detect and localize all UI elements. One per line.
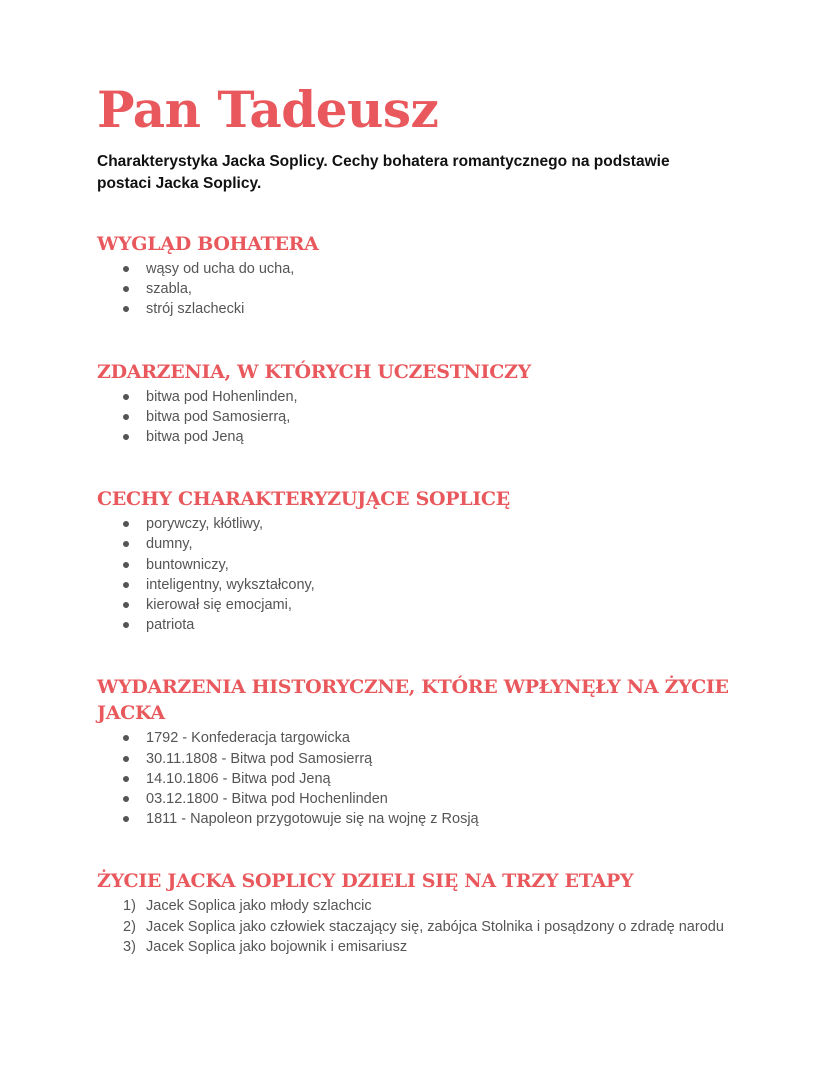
list-item-text: Jacek Soplica jako człowiek staczający się, zabójca Stolnika i posądzony o zdradę narodu <box>146 918 724 935</box>
document-page <box>97 78 737 957</box>
list-item <box>97 896 737 916</box>
list-item <box>97 789 737 809</box>
list-item <box>97 917 737 937</box>
list-item <box>97 615 737 635</box>
bullet-icon <box>123 434 129 440</box>
list-number: 2) <box>123 918 136 935</box>
list-item-text: 14.10.1806 - Bitwa pod Jeną <box>146 770 331 787</box>
section-heading-historical-events: WYDARZENIA HISTORYCZNE, KTÓRE WPŁYNĘŁY NA ŻYCIE JACKA <box>97 676 729 725</box>
list-item <box>97 749 737 769</box>
life-stages-list <box>97 896 737 957</box>
bullet-icon <box>123 796 129 802</box>
list-item <box>97 407 737 427</box>
bullet-icon <box>123 582 129 588</box>
list-item-text: 03.12.1800 - Bitwa pod Hochenlinden <box>146 791 388 808</box>
list-number: 3) <box>123 938 136 955</box>
list-item <box>97 387 737 407</box>
list-item-text: bitwa pod Hohenlinden, <box>146 388 298 405</box>
bullet-icon <box>123 521 129 527</box>
bullet-icon <box>123 541 129 547</box>
section-heading-traits: CECHY CHARAKTERYZUJĄCE SOPLICĘ <box>97 488 510 511</box>
list-item-text: bitwa pod Jeną <box>146 429 244 446</box>
list-item <box>97 809 737 829</box>
list-item-text: wąsy od ucha do ucha, <box>146 261 295 277</box>
list-item <box>97 575 737 595</box>
list-item-text: szabla, <box>146 281 192 298</box>
list-item <box>97 534 737 554</box>
list-item-text: Jacek Soplica jako bojownik i emisariusz <box>146 938 408 955</box>
events-list <box>97 387 737 448</box>
traits-list <box>97 514 737 635</box>
list-item-text: 1811 - Napoleon przygotowuje się na wojnę z Rosją <box>146 811 479 828</box>
list-item <box>97 259 737 279</box>
list-item-text: buntowniczy, <box>146 556 229 573</box>
list-item-text: patriota <box>146 617 195 634</box>
list-item <box>97 937 737 957</box>
bullet-icon <box>123 266 129 272</box>
list-item-text: bitwa pod Samosierrą, <box>146 408 291 425</box>
section-heading-appearance: WYGLĄD BOHATERA <box>97 233 319 255</box>
bullet-icon <box>123 306 129 312</box>
list-item <box>97 728 737 748</box>
bullet-icon <box>123 414 129 420</box>
bullet-icon <box>123 816 129 822</box>
list-item-text: strój szlachecki <box>146 301 245 318</box>
list-item-text: 30.11.1808 - Bitwa pod Samosierrą <box>146 750 373 767</box>
list-item <box>97 514 737 534</box>
list-item-text: porywczy, kłótliwy, <box>146 516 264 533</box>
bullet-icon <box>123 756 129 762</box>
list-item <box>97 595 737 615</box>
list-item-text: Jacek Soplica jako młody szlachcic <box>146 898 372 915</box>
bullet-icon <box>123 602 129 608</box>
bullet-icon <box>123 776 129 782</box>
section-heading-life-stages: ŻYCIE JACKA SOPLICY DZIELI SIĘ NA TRZY ETAPY <box>97 870 634 893</box>
list-number: 1) <box>123 898 136 915</box>
list-item <box>97 555 737 575</box>
list-item <box>97 427 737 447</box>
appearance-list <box>97 259 737 320</box>
bullet-icon <box>123 286 129 292</box>
bullet-icon <box>123 562 129 568</box>
list-item <box>97 299 737 319</box>
list-item-text: kierował się emocjami, <box>146 597 292 614</box>
list-item-text: inteligentny, wykształcony, <box>146 576 315 593</box>
page-subtitle: Charakterystyka Jacka Soplicy. Cechy bohatera romantycznego na podstawie postaci Jacka Soplicy. <box>97 153 670 192</box>
list-item <box>97 769 737 789</box>
list-item-text: dumny, <box>146 536 193 553</box>
bullet-icon <box>123 622 129 628</box>
list-item <box>97 279 737 299</box>
page-title: Pan Tadeusz <box>97 80 439 139</box>
bullet-icon <box>123 394 129 400</box>
historical-events-list <box>97 728 737 829</box>
list-item-text: 1792 - Konfederacja targowicka <box>146 730 350 747</box>
section-heading-events: ZDARZENIA, W KTÓRYCH UCZESTNICZY <box>97 360 531 383</box>
bullet-icon <box>123 735 129 741</box>
